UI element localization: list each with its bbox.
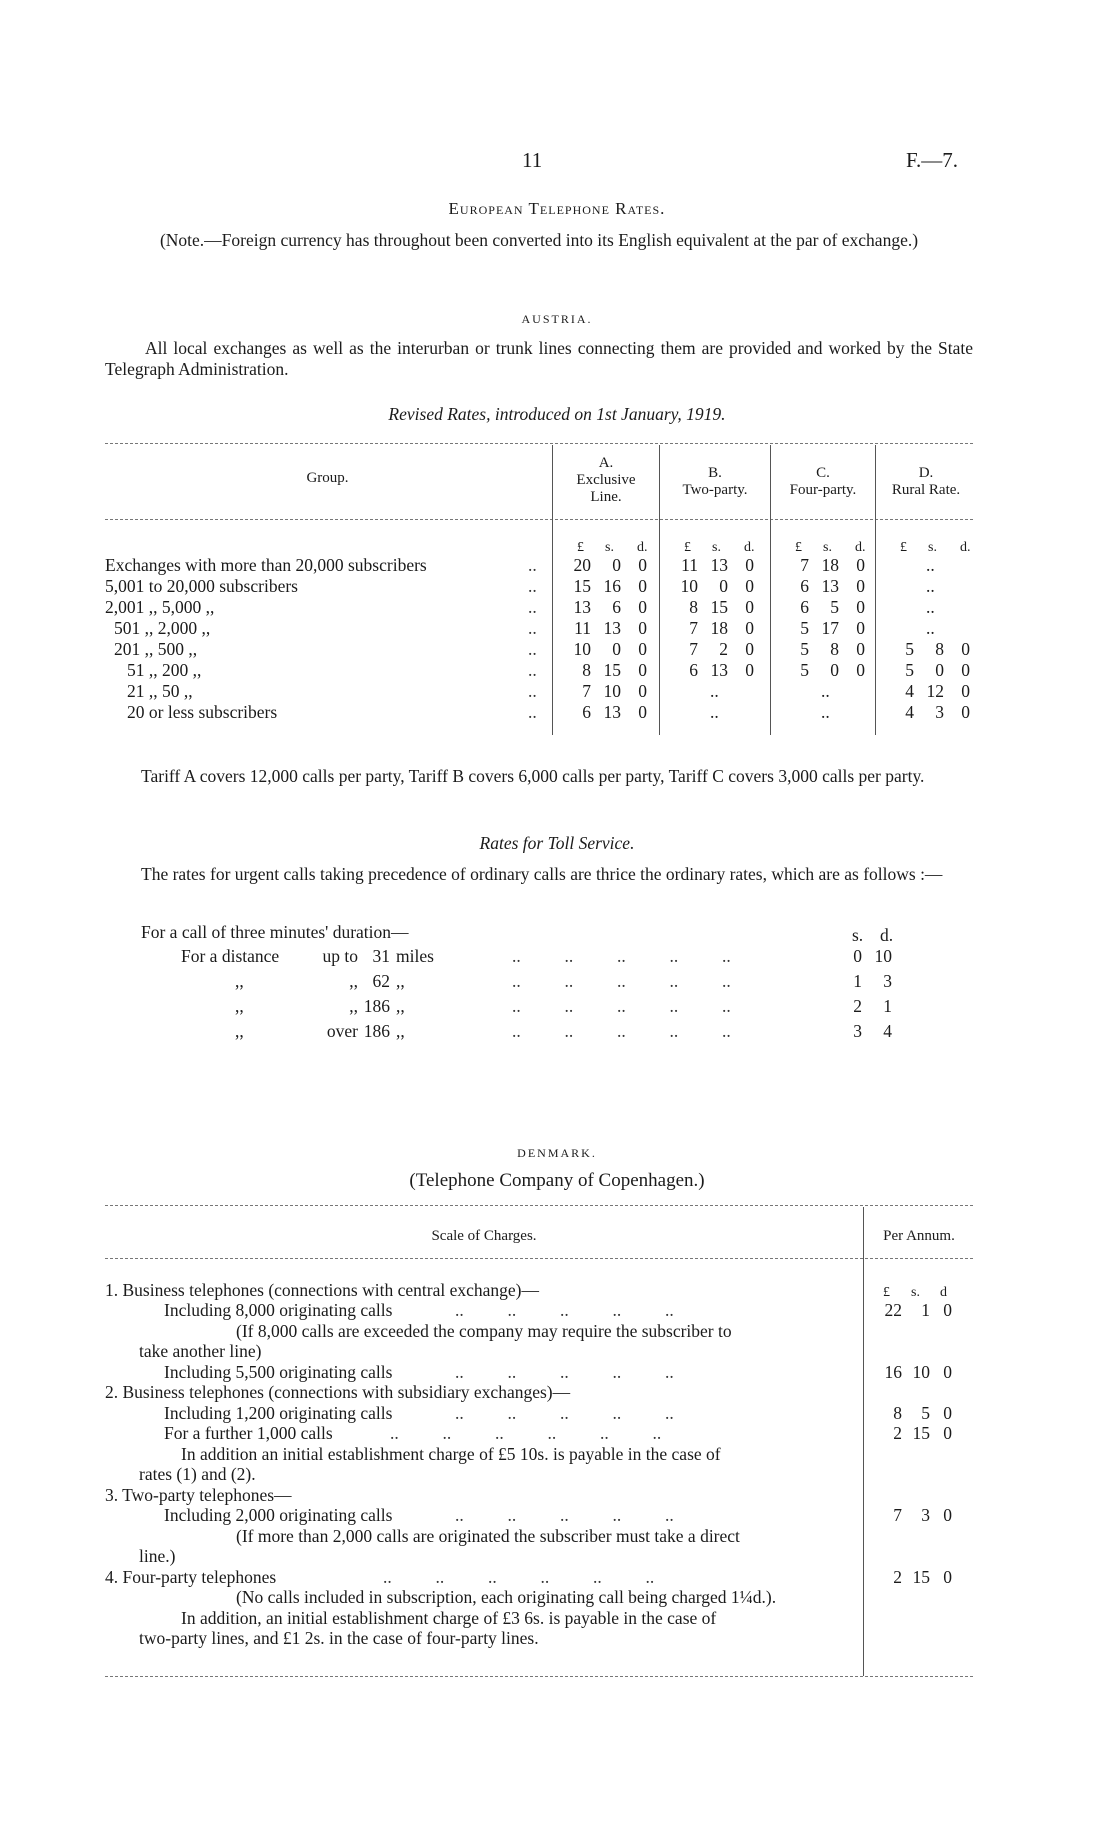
l3a-pounds: 7: [893, 1505, 902, 1525]
row-c-pounds: 6: [800, 576, 809, 596]
row-d-pence: 0: [961, 702, 970, 722]
denmark-table-header-rule: [105, 1258, 973, 1259]
dot-leader: ..: [528, 660, 537, 680]
l1d-pounds: 16: [884, 1362, 902, 1382]
denmark-line-l4b: In addition, an initial establishment charge of £3 6s. is payable in the case of: [181, 1608, 717, 1628]
l1d-shillings: 10: [912, 1362, 930, 1382]
currency-pound-unit: £: [900, 540, 907, 555]
row-b-shillings: 13: [710, 660, 728, 680]
toll-row-shillings: 3: [853, 1021, 862, 1041]
denmark-table-top-rule: [105, 1205, 973, 1206]
row-b-shillings: 18: [710, 618, 728, 638]
row-b-empty: ..: [710, 681, 719, 701]
column-divider: [863, 1207, 864, 1676]
dot-leader: ..: [528, 681, 537, 701]
row-b-pounds: 11: [681, 555, 698, 575]
row-a-shillings: 0: [612, 639, 621, 659]
row-d-pence: 0: [961, 681, 970, 701]
row-a-pounds: 10: [573, 639, 591, 659]
row-c-pence: 0: [856, 597, 865, 617]
dot-leader: ..: [528, 597, 537, 617]
toll-lead: For a call of three minutes' duration—: [141, 922, 409, 942]
row-b-pounds: 7: [689, 639, 698, 659]
l2a-shillings: 5: [921, 1403, 930, 1423]
currency-pence-unit: d.: [960, 540, 971, 555]
l2b-shillings: 15: [912, 1423, 930, 1443]
denmark-line-l1b: (If 8,000 calls are exceeded the company may require the subscriber to: [236, 1321, 732, 1341]
dot-leader: .. .. .. .. ..: [455, 1505, 674, 1525]
row-a-pence: 0: [638, 555, 647, 575]
row-b-pounds: 10: [680, 576, 698, 596]
currency-pound-unit: £: [795, 540, 802, 555]
row-a-pounds: 7: [582, 681, 591, 701]
dot-leader: .. .. .. .. ..: [455, 1362, 674, 1382]
row-b-shillings: 15: [710, 597, 728, 617]
row-d-pence: 0: [961, 660, 970, 680]
dot-leader: .. .. .. .. ..: [512, 971, 731, 991]
dot-leader: ..: [528, 555, 537, 575]
austria-heading: AUSTRIA.: [521, 312, 593, 326]
toll-row-suffix: miles: [396, 946, 434, 966]
row-d-shillings: 8: [935, 639, 944, 659]
l1d-pence: 0: [943, 1362, 952, 1382]
toll-row-miles: 62: [372, 971, 390, 991]
row-b-pounds: 8: [689, 597, 698, 617]
denmark-line-l1a: Including 8,000 originating calls: [164, 1300, 393, 1320]
toll-row-shillings: 2: [853, 996, 862, 1016]
toll-row-shillings: 0: [853, 946, 862, 966]
l4-shillings: 15: [912, 1567, 930, 1587]
group-column-header: Group.: [306, 470, 349, 486]
table-row-group-label: 21 ,, 50 ,,: [127, 681, 193, 701]
row-a-shillings: 6: [612, 597, 621, 617]
denmark-line-l3c: line.): [139, 1546, 176, 1566]
denmark-line-l2: 2. Business telephones (connections with subsidiary exchanges)—: [105, 1382, 571, 1402]
dot-leader: .. .. .. .. ..: [512, 946, 731, 966]
row-b-pence: 0: [745, 618, 754, 638]
currency-shilling-unit: s.: [605, 540, 614, 555]
row-c-shillings: 0: [830, 660, 839, 680]
denmark-line-l1c: take another line): [139, 1341, 262, 1361]
row-a-shillings: 15: [603, 660, 621, 680]
currency-note: (Note.—Foreign currency has throughout been converted into its English equivalent at the par of exchange.): [159, 230, 919, 250]
denmark-line-l2c: In addition an initial establishment charge of £5 10s. is payable in the case of: [181, 1444, 721, 1464]
annum-column-header: Per Annum.: [883, 1228, 955, 1244]
row-c-pence: 0: [856, 660, 865, 680]
dot-leader: .. .. .. .. .. ..: [383, 1567, 655, 1587]
toll-row-prefix: ,,: [235, 1021, 244, 1041]
row-a-pounds: 8: [582, 660, 591, 680]
row-d-shillings: 3: [935, 702, 944, 722]
row-a-pence: 0: [638, 681, 647, 701]
currency-pence-unit: d.: [637, 540, 648, 555]
row-b-pence: 0: [745, 555, 754, 575]
tariff-note: Tariff A covers 12,000 calls per party, Tariff B covers 6,000 calls per party, Tariff C covers 3,000 calls per party.: [141, 766, 925, 786]
row-c-shillings: 13: [821, 576, 839, 596]
toll-row-pence: 10: [874, 946, 892, 966]
table-header-rule: [105, 519, 973, 520]
l1a-pence: 0: [943, 1300, 952, 1320]
denmark-line-l2d: rates (1) and (2).: [139, 1464, 256, 1484]
row-c-shillings: 18: [821, 555, 839, 575]
toll-row-qualifier: over: [326, 1021, 358, 1041]
table-row-group-label: Exchanges with more than 20,000 subscribers: [105, 555, 427, 575]
row-c-pence: 0: [856, 576, 865, 596]
l4-pence: 0: [943, 1567, 952, 1587]
row-a-pence: 0: [638, 576, 647, 596]
denmark-table-bottom-rule: [105, 1676, 973, 1677]
page-title: European Telephone Rates.: [448, 199, 666, 218]
row-b-pence: 0: [745, 576, 754, 596]
row-c-pence: 0: [856, 555, 865, 575]
denmark-line-l2a: Including 1,200 originating calls: [164, 1403, 393, 1423]
row-b-shillings: 0: [719, 576, 728, 596]
currency-shilling-unit: s.: [928, 540, 937, 555]
row-c-pence: 0: [856, 639, 865, 659]
row-a-pounds: 11: [574, 618, 591, 638]
row-d-pounds: 4: [905, 681, 914, 701]
currency-pence-unit: d.: [855, 540, 866, 555]
toll-row-pence: 1: [883, 996, 892, 1016]
row-d-empty: ..: [926, 576, 935, 596]
row-c-pounds: 5: [800, 660, 809, 680]
row-b-empty: ..: [710, 702, 719, 722]
table-row-group-label: 2,001 ,, 5,000 ,,: [105, 597, 215, 617]
row-c-pounds: 5: [800, 639, 809, 659]
l3a-shillings: 3: [921, 1505, 930, 1525]
row-a-shillings: 10: [603, 681, 621, 701]
row-d-pence: 0: [961, 639, 970, 659]
dot-leader: ..: [528, 576, 537, 596]
row-c-pounds: 7: [800, 555, 809, 575]
toll-row-prefix: ,,: [235, 971, 244, 991]
denmark-line-l3b: (If more than 2,000 calls are originated the subscriber must take a direct: [236, 1526, 740, 1546]
row-c-pence: 0: [856, 618, 865, 638]
table-row-group-label: 51 ,, 200 ,,: [127, 660, 202, 680]
l1a-pounds: 22: [884, 1300, 902, 1320]
row-a-pence: 0: [638, 660, 647, 680]
toll-row-prefix: ,,: [235, 996, 244, 1016]
denmark-line-l3: 3. Two-party telephones—: [105, 1485, 292, 1505]
table-row-group-label: 501 ,, 2,000 ,,: [114, 618, 211, 638]
column-header-b: B. Two-party.: [682, 465, 748, 498]
row-a-pounds: 13: [573, 597, 591, 617]
l1a-shillings: 1: [921, 1300, 930, 1320]
denmark-line-l3a: Including 2,000 originating calls: [164, 1505, 393, 1525]
table-row-group-label: 201 ,, 500 ,,: [114, 639, 198, 659]
currency-shilling-unit: s.: [823, 540, 832, 555]
toll-row-suffix: ,,: [396, 996, 405, 1016]
toll-row-qualifier: ,,: [349, 996, 358, 1016]
denmark-heading: DENMARK.: [517, 1146, 597, 1160]
dot-leader: ..: [528, 618, 537, 638]
row-a-pence: 0: [638, 639, 647, 659]
currency-pence-unit: d.: [744, 540, 755, 555]
toll-row-suffix: ,,: [396, 1021, 405, 1041]
toll-row-shillings: 1: [853, 971, 862, 991]
row-c-shillings: 5: [830, 597, 839, 617]
row-a-pence: 0: [638, 702, 647, 722]
dot-leader: .. .. .. .. ..: [455, 1300, 674, 1320]
dot-leader: .. .. .. .. ..: [512, 996, 731, 1016]
currency-shilling-unit: s.: [911, 1285, 920, 1300]
l3a-pence: 0: [943, 1505, 952, 1525]
document-reference: F.—7.: [906, 148, 958, 172]
row-a-pounds: 20: [573, 555, 591, 575]
row-d-shillings: 12: [926, 681, 944, 701]
denmark-line-l2b: For a further 1,000 calls: [164, 1423, 333, 1443]
currency-pound-unit: £: [883, 1285, 890, 1300]
dot-leader: ..: [528, 702, 537, 722]
page-number: 11: [522, 148, 543, 172]
toll-row-pence: 4: [883, 1021, 892, 1041]
denmark-line-l4: 4. Four-party telephones: [105, 1567, 277, 1587]
table-row-group-label: 5,001 to 20,000 subscribers: [105, 576, 298, 596]
denmark-line-l4a: (No calls included in subscription, each originating call being charged 1¼d.).: [236, 1587, 777, 1607]
dot-leader: ..: [528, 639, 537, 659]
row-d-empty: ..: [926, 597, 935, 617]
toll-row-miles: 186: [363, 1021, 390, 1041]
row-a-shillings: 0: [612, 555, 621, 575]
row-d-empty: ..: [926, 555, 935, 575]
denmark-subtitle: (Telephone Company of Copenhagen.): [409, 1170, 705, 1191]
row-a-pounds: 15: [573, 576, 591, 596]
column-header-c: C. Four-party.: [789, 465, 857, 498]
row-c-shillings: 17: [821, 618, 839, 638]
column-header-a: A. Exclusive Line.: [576, 455, 636, 505]
row-c-empty: ..: [821, 702, 830, 722]
toll-row-miles: 31: [372, 946, 390, 966]
row-d-pounds: 5: [905, 639, 914, 659]
dot-leader: .. .. .. .. .. ..: [390, 1423, 662, 1443]
row-a-shillings: 16: [603, 576, 621, 596]
row-a-shillings: 13: [603, 618, 621, 638]
toll-row-qualifier: up to: [322, 946, 358, 966]
column-header-d: D. Rural Rate.: [891, 465, 961, 498]
l2b-pounds: 2: [893, 1423, 902, 1443]
row-b-pence: 0: [745, 660, 754, 680]
currency-shilling-unit: s.: [712, 540, 721, 555]
row-d-shillings: 0: [935, 660, 944, 680]
row-d-empty: ..: [926, 618, 935, 638]
row-a-pence: 0: [638, 597, 647, 617]
l4-pounds: 2: [893, 1567, 902, 1587]
toll-row-qualifier: ,,: [349, 971, 358, 991]
l2b-pence: 0: [943, 1423, 952, 1443]
l2a-pounds: 8: [893, 1403, 902, 1423]
austria-subtitle: Revised Rates, introduced on 1st January, 1919.: [388, 404, 726, 424]
toll-heading: Rates for Toll Service.: [479, 833, 635, 853]
l2a-pence: 0: [943, 1403, 952, 1423]
row-b-pounds: 6: [689, 660, 698, 680]
toll-row-suffix: ,,: [396, 971, 405, 991]
row-b-pence: 0: [745, 639, 754, 659]
denmark-line-l4c: two-party lines, and £1 2s. in the case of four-party lines.: [139, 1628, 539, 1648]
toll-row-pence: 3: [883, 971, 892, 991]
denmark-line-l1d: Including 5,500 originating calls: [164, 1362, 393, 1382]
row-d-pounds: 4: [905, 702, 914, 722]
row-b-shillings: 2: [719, 639, 728, 659]
denmark-line-l1: 1. Business telephones (connections with central exchange)—: [105, 1280, 539, 1300]
row-c-empty: ..: [821, 681, 830, 701]
dot-leader: .. .. .. .. ..: [455, 1403, 674, 1423]
currency-pound-unit: £: [684, 540, 691, 555]
scale-column-header: Scale of Charges.: [431, 1228, 537, 1244]
row-d-pounds: 5: [905, 660, 914, 680]
toll-row-miles: 186: [363, 996, 390, 1016]
table-row-group-label: 20 or less subscribers: [127, 702, 278, 722]
row-c-shillings: 8: [830, 639, 839, 659]
toll-row-prefix: For a distance: [181, 946, 280, 966]
row-a-pence: 0: [638, 618, 647, 638]
row-b-pounds: 7: [689, 618, 698, 638]
toll-unit-d: d.: [880, 925, 894, 945]
row-b-shillings: 13: [710, 555, 728, 575]
toll-unit-s: s.: [852, 925, 864, 945]
dot-leader: .. .. .. .. ..: [512, 1021, 731, 1041]
table-top-rule: [105, 443, 973, 444]
currency-pound-unit: £: [577, 540, 584, 555]
toll-intro: The rates for urgent calls taking precedence of ordinary calls are thrice the ordinary rates, which are as follows :—: [141, 864, 943, 884]
austria-intro: All local exchanges as well as the interurban or trunk lines connecting them are provided and worked by the State Telegraph Administration.: [105, 338, 973, 379]
row-a-pounds: 6: [582, 702, 591, 722]
row-a-shillings: 13: [603, 702, 621, 722]
currency-pence-unit: d: [940, 1285, 947, 1300]
row-b-pence: 0: [745, 597, 754, 617]
row-c-pounds: 5: [800, 618, 809, 638]
row-c-pounds: 6: [800, 597, 809, 617]
